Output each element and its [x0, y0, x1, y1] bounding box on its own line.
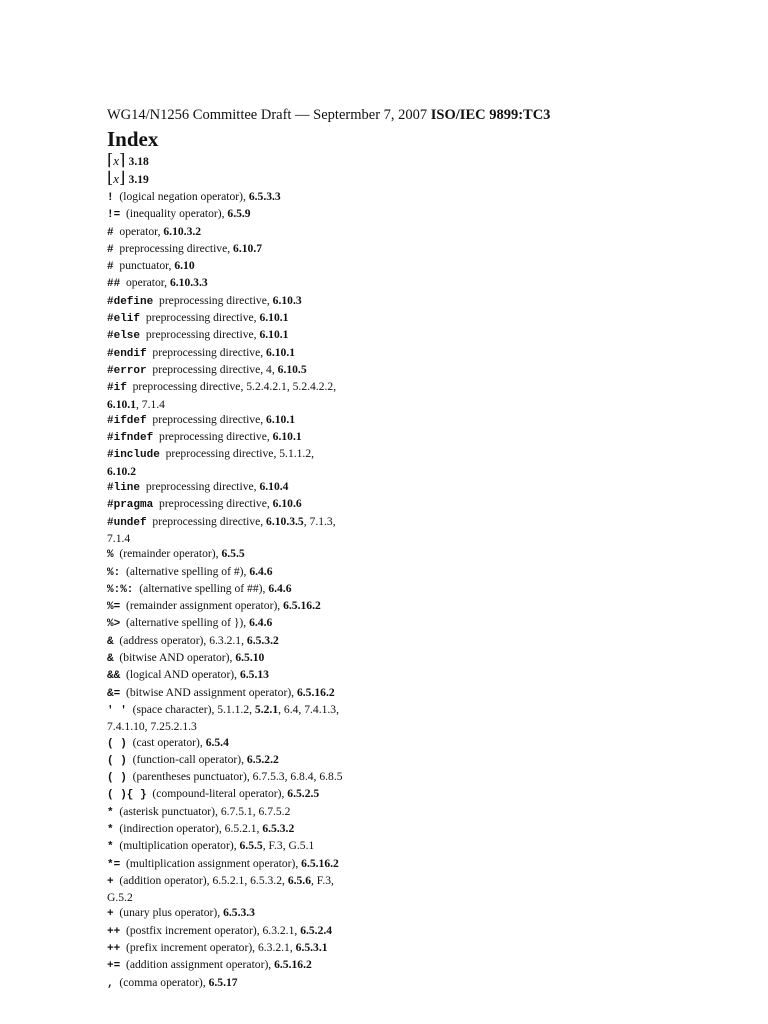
- entry-symbol: ( ): [107, 772, 127, 785]
- math-variable: x: [113, 171, 120, 186]
- index-entry: [107, 241, 707, 258]
- index-entry: [107, 479, 707, 496]
- entry-symbol: #pragma: [107, 499, 154, 512]
- index-entry: [107, 905, 707, 922]
- section-ref[interactable]: 6.5.13: [239, 668, 269, 682]
- index-entry: [107, 379, 707, 396]
- section-ref[interactable]: 6.5.3.1: [295, 941, 328, 955]
- section-ref[interactable]: 6.10.1: [259, 311, 289, 325]
- section-ref[interactable]: 3.18: [128, 155, 149, 168]
- index-entry: [107, 206, 707, 223]
- entry-description: (postfix increment operator), 6.3.2.1,: [126, 923, 301, 937]
- bracket-right: ⌉: [119, 152, 126, 169]
- entry-description: (logical negation operator),: [119, 190, 249, 203]
- section-ref[interactable]: 6.10.3: [272, 293, 302, 307]
- entry-symbol: #endif: [107, 347, 147, 360]
- index-entry: [107, 804, 707, 821]
- section-ref[interactable]: 6.10.7: [233, 241, 263, 255]
- section-ref[interactable]: 6.10.3.5: [266, 514, 304, 528]
- entry-symbol: ( ): [107, 737, 127, 750]
- entry-description: (multiplication operator),: [119, 839, 240, 853]
- entry-description: punctuator,: [119, 259, 175, 273]
- section-ref[interactable]: 6.5.3.3: [223, 906, 255, 920]
- index-entry: [107, 821, 707, 838]
- section-ref[interactable]: 6.5.3.2: [246, 633, 279, 647]
- entry-symbol: #: [107, 243, 114, 256]
- entry-symbol: #else: [107, 330, 141, 343]
- section-ref[interactable]: 6.5.16.2: [296, 685, 335, 699]
- section-ref[interactable]: 6.5.5: [239, 839, 263, 853]
- entry-description: (unary plus operator),: [119, 906, 224, 920]
- index-entry: [107, 327, 707, 344]
- entry-description: (alternative spelling of #),: [126, 564, 250, 578]
- entry-symbol: +: [107, 875, 114, 888]
- index-entry: [107, 564, 707, 581]
- entry-symbol: %:%:: [107, 583, 134, 596]
- index-entry: [107, 258, 707, 275]
- index-entry-continuation: [107, 397, 707, 412]
- index-entry: [107, 856, 707, 873]
- entry-symbol: #ifndef: [107, 432, 154, 445]
- entry-ref-text: , F.3,: [311, 873, 334, 887]
- entry-symbol: #: [107, 226, 114, 239]
- entry-description: operator,: [119, 224, 164, 238]
- bracket-right: ⌋: [119, 170, 126, 187]
- section-ref[interactable]: 6.5.17: [208, 975, 238, 989]
- entry-description: preprocessing directive,: [145, 311, 260, 325]
- section-ref[interactable]: 6.5.3.3: [248, 190, 281, 203]
- entry-ref-text: , 7.1.4: [135, 397, 165, 411]
- section-ref[interactable]: 6.10: [174, 259, 195, 273]
- entry-description: (bitwise AND operator),: [119, 651, 236, 665]
- entry-ref-text: , 7.1.3,: [303, 514, 336, 528]
- entry-ref-text: 7.1.4: [107, 531, 131, 545]
- section-ref[interactable]: 6.5.5: [221, 547, 245, 561]
- entry-symbol: %=: [107, 601, 121, 614]
- entry-description: operator,: [126, 276, 170, 290]
- section-ref[interactable]: 6.10.1: [107, 397, 136, 411]
- entry-description: preprocessing directive,: [119, 241, 234, 255]
- entry-description: (prefix increment operator), 6.3.2.1,: [126, 941, 296, 955]
- index-entry: [107, 189, 707, 206]
- entry-description: (logical AND operator),: [126, 668, 240, 682]
- section-ref[interactable]: 6.10.2: [107, 464, 136, 478]
- section-ref[interactable]: 6.10.1: [272, 430, 302, 444]
- section-ref[interactable]: 6.5.2.2: [246, 752, 279, 766]
- entry-ref-text: , F.3, G.5.1: [262, 839, 315, 853]
- entry-description: preprocessing directive,: [152, 345, 267, 359]
- index-entry-continuation: [107, 531, 707, 546]
- entry-symbol: &&: [107, 670, 121, 683]
- index-entry-continuation: [107, 719, 707, 734]
- math-index-entry: [107, 152, 707, 170]
- index-entry: [107, 940, 707, 957]
- index-entry: [107, 446, 707, 463]
- index-entry: [107, 769, 707, 786]
- entry-description: preprocessing directive,: [152, 412, 267, 426]
- entry-symbol: #ifdef: [107, 414, 147, 427]
- entry-description: (function-call operator),: [132, 752, 247, 766]
- entry-symbol: &: [107, 653, 114, 666]
- entry-description: (asterisk punctuator), 6.7.5.1, 6.7.5.2: [119, 804, 291, 818]
- index-entry: [107, 735, 707, 752]
- entry-symbol: *: [107, 841, 114, 854]
- index-entry: [107, 514, 707, 531]
- entry-symbol: ++: [107, 943, 121, 956]
- section-ref[interactable]: 6.10.5: [277, 362, 307, 376]
- entry-description: (multiplication assignment operator),: [126, 856, 302, 870]
- entry-symbol: ++: [107, 925, 121, 938]
- index-entry: [107, 633, 707, 650]
- section-ref[interactable]: 6.5.16.2: [301, 856, 339, 870]
- bracket-left: ⌈: [107, 152, 114, 169]
- index-entry-continuation: [107, 464, 707, 479]
- entry-symbol: *: [107, 806, 114, 819]
- entry-description: (parentheses punctuator), 6.7.5.3, 6.8.4, 6.8.5: [132, 770, 343, 784]
- section-ref[interactable]: 6.10.3.2: [163, 224, 202, 238]
- entry-description: (remainder operator),: [119, 547, 222, 561]
- entry-symbol: *=: [107, 858, 121, 871]
- index-entry: [107, 598, 707, 615]
- index-page: [107, 106, 707, 992]
- section-ref[interactable]: 6.5.2.4: [300, 923, 333, 937]
- section-ref[interactable]: 6.5.16.2: [274, 958, 312, 972]
- index-entry: [107, 310, 707, 327]
- index-entry: [107, 923, 707, 940]
- index-entry-continuation: [107, 890, 707, 905]
- entry-symbol: %: [107, 549, 114, 562]
- section-ref[interactable]: 6.10.6: [272, 497, 302, 511]
- entry-symbol: ,: [107, 977, 114, 990]
- section-ref[interactable]: 6.5.4: [205, 735, 229, 749]
- index-entry: [107, 496, 707, 513]
- entry-ref-text: , 6.4, 7.4.1.3,: [278, 702, 339, 716]
- index-entry: [107, 752, 707, 769]
- entry-symbol: #: [107, 261, 114, 274]
- standard-name: ISO/IEC 9899:TC3: [430, 107, 551, 123]
- entry-symbol: !: [107, 192, 114, 204]
- entry-description: (addition operator), 6.5.2.1, 6.5.3.2,: [119, 873, 288, 887]
- index-entry: [107, 275, 707, 292]
- page-title: Index: [107, 127, 159, 151]
- entry-description: preprocessing directive,: [145, 480, 260, 494]
- math-entries: [107, 152, 707, 188]
- entry-symbol: +=: [107, 960, 121, 973]
- section-ref[interactable]: 3.19: [128, 173, 149, 186]
- entry-symbol: +: [107, 908, 114, 921]
- entry-ref-text: 7.4.1.10, 7.25.2.1.3: [107, 720, 197, 734]
- index-entry: [107, 581, 707, 598]
- entry-description: preprocessing directive, 4,: [152, 362, 278, 376]
- entry-description: preprocessing directive, 5.1.1.2,: [165, 447, 315, 461]
- section-ref[interactable]: 6.10.1: [259, 328, 289, 342]
- index-entry: [107, 685, 707, 702]
- section-ref[interactable]: 6.4.6: [249, 564, 273, 578]
- entry-symbol: #define: [107, 295, 154, 308]
- entry-description: (indirection operator), 6.5.2.1,: [119, 821, 263, 835]
- index-entry: [107, 293, 707, 310]
- index-entry: [107, 975, 707, 992]
- entry-symbol: ' ': [107, 704, 127, 717]
- section-ref[interactable]: 6.5.16.2: [283, 599, 321, 613]
- entry-description: (alternative spelling of }),: [126, 616, 250, 630]
- entry-description: (space character), 5.1.1.2,: [132, 702, 255, 716]
- section-ref[interactable]: 6.10.1: [266, 412, 296, 426]
- entry-symbol: #if: [107, 382, 127, 395]
- section-ref[interactable]: 6.5.9: [227, 207, 251, 221]
- entry-description: preprocessing directive,: [152, 514, 267, 528]
- section-ref[interactable]: 6.5.6: [287, 873, 311, 887]
- index-entry: [107, 873, 707, 890]
- section-ref[interactable]: 6.5.3.2: [262, 821, 295, 835]
- entry-symbol: #line: [107, 482, 141, 495]
- entry-description: preprocessing directive,: [145, 328, 260, 342]
- index-entry: [107, 546, 707, 563]
- entry-symbol: ##: [107, 278, 121, 291]
- index-entry: [107, 650, 707, 667]
- index-entry: [107, 786, 707, 803]
- index-entry: [107, 838, 707, 855]
- entry-description: preprocessing directive,: [159, 497, 273, 511]
- entry-symbol: %>: [107, 618, 121, 631]
- entry-description: (cast operator),: [132, 735, 206, 749]
- entry-description: (remainder assignment operator),: [126, 599, 284, 613]
- entry-symbol: #include: [107, 449, 160, 462]
- entry-description: preprocessing directive,: [159, 430, 273, 444]
- entry-description: (alternative spelling of ##),: [139, 581, 269, 595]
- section-ref[interactable]: 6.4.6: [268, 581, 292, 595]
- index-entry: [107, 224, 707, 241]
- entry-symbol: &=: [107, 687, 121, 700]
- entry-symbol: ( ): [107, 754, 127, 767]
- index-entry: [107, 362, 707, 379]
- entry-symbol: #error: [107, 364, 147, 377]
- section-ref[interactable]: 6.10.1: [266, 345, 296, 359]
- entry-description: (inequality operator),: [126, 207, 228, 221]
- entry-symbol: #undef: [107, 516, 147, 529]
- entry-symbol: %:: [107, 566, 121, 579]
- math-index-entry: [107, 170, 707, 188]
- entry-description: (bitwise AND assignment operator),: [126, 685, 297, 699]
- section-ref[interactable]: 6.5.10: [235, 651, 265, 665]
- index-entry: [107, 429, 707, 446]
- index-entry: [107, 667, 707, 684]
- section-ref[interactable]: 6.10.3.3: [169, 276, 208, 290]
- entry-symbol: !=: [107, 209, 121, 222]
- entry-symbol: ( ){ }: [107, 789, 147, 802]
- math-variable: x: [113, 153, 120, 168]
- index-entry: [107, 702, 707, 719]
- entry-symbol: &: [107, 635, 114, 648]
- entry-description: preprocessing directive,: [159, 293, 273, 307]
- section-ref[interactable]: 6.4.6: [249, 616, 273, 630]
- document-header: [107, 106, 707, 124]
- entry-description: (addition assignment operator),: [126, 958, 275, 972]
- index-entry: [107, 957, 707, 974]
- section-ref[interactable]: 6.5.2.5: [287, 787, 320, 801]
- index-entry: [107, 615, 707, 632]
- index-entry: [107, 345, 707, 362]
- bracket-left: ⌊: [107, 170, 114, 187]
- index-entries: [107, 189, 707, 992]
- entry-description: preprocessing directive, 5.2.4.2.1, 5.2.4.2.2,: [132, 380, 337, 394]
- entry-ref-text: G.5.2: [107, 891, 133, 905]
- entry-description: (comma operator),: [119, 975, 209, 989]
- index-entry: [107, 412, 707, 429]
- entry-symbol: #elif: [107, 313, 141, 326]
- section-ref[interactable]: 6.10.4: [259, 480, 289, 494]
- document-id: WG14/N1256 Committee Draft — Septermber 7, 2007: [107, 107, 431, 123]
- entry-description: (address operator), 6.3.2.1,: [119, 633, 247, 647]
- entry-symbol: *: [107, 823, 114, 836]
- entry-description: (compound-literal operator),: [152, 787, 288, 801]
- section-ref[interactable]: 5.2.1: [254, 702, 279, 716]
